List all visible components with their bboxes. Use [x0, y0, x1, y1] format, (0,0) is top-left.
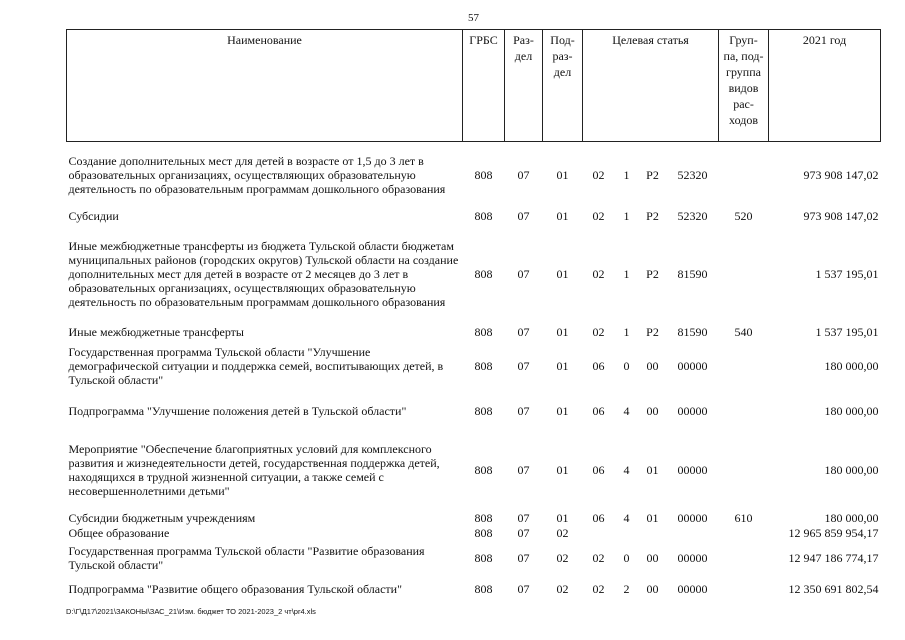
table-row [67, 224, 881, 324]
cell-t2: 4 [623, 510, 630, 525]
cell-podrazdel: 01 [556, 324, 569, 339]
cell-group [719, 540, 769, 576]
cell-name: Создание дополнительных мест для детей в возрасте от 1,5 до 3 лет в образовательных организациях, осуществляющих образовательную деятельность по образовательным программам дошкольного образования [68, 153, 446, 196]
cell-t4: 52320 [677, 208, 708, 223]
cell-name: Мероприятие "Обеспечение благоприятных условий для комплексного развития и жизнедеятельности детей, государственная поддержка детей, находящихся в трудной жизненной ситуации, а также семей с несовершеннолетними детьми" [68, 441, 440, 498]
cell-podrazdel: 02 [556, 550, 569, 565]
cell-podrazdel: 02 [556, 581, 569, 596]
cell-razdel: 07 [517, 550, 530, 565]
cell-t4 [667, 526, 719, 540]
cell-name: Подпрограмма "Развитие общего образования Тульской области" [68, 581, 402, 596]
table-row [67, 526, 881, 540]
cell-grbs: 808 [474, 167, 493, 182]
header-target: Целевая статья [583, 30, 719, 142]
cell-amount: 180 000,00 [824, 358, 879, 373]
table-row [67, 340, 881, 392]
cell-t3: 00 [646, 358, 659, 373]
header-group: Груп- па, под- группа видов рас- ходов [719, 30, 769, 142]
cell-podrazdel: 01 [556, 403, 569, 418]
cell-t2: 0 [623, 358, 630, 373]
cell-razdel: 07 [517, 208, 530, 223]
cell-amount: 180 000,00 [824, 403, 879, 418]
cell-group [719, 392, 769, 430]
table-row [67, 208, 881, 224]
table-body [67, 142, 881, 602]
cell-t3: P2 [646, 266, 659, 281]
cell-t2: 1 [623, 324, 630, 339]
cell-grbs: 808 [474, 550, 493, 565]
cell-razdel: 07 [517, 324, 530, 339]
table-row [67, 392, 881, 430]
cell-razdel: 07 [517, 581, 530, 596]
table-header-row [67, 30, 881, 142]
header-grbs: ГРБС [463, 30, 505, 142]
cell-group [719, 430, 769, 510]
cell-t1: 06 [592, 510, 605, 525]
cell-amount: 180 000,00 [824, 510, 879, 525]
cell-t1: 06 [592, 462, 605, 477]
cell-t4: 52320 [677, 167, 708, 182]
cell-group: 520 [734, 208, 753, 223]
cell-name: Общее образование [68, 525, 170, 540]
cell-group [719, 526, 769, 540]
cell-amount: 12 350 691 802,54 [788, 581, 879, 596]
cell-grbs: 808 [474, 525, 493, 540]
table-row [67, 510, 881, 526]
cell-group: 540 [734, 324, 753, 339]
cell-group [719, 576, 769, 602]
cell-t3: 01 [646, 510, 659, 525]
cell-name: Субсидии [68, 208, 119, 223]
cell-t1: 02 [592, 581, 605, 596]
cell-t2: 1 [623, 208, 630, 223]
cell-razdel: 07 [517, 462, 530, 477]
cell-razdel: 07 [517, 266, 530, 281]
cell-t4: 00000 [677, 550, 708, 565]
cell-name: Государственная программа Тульской области "Улучшение демографической ситуации и поддержка семей, воспитывающих детей, в Тульской области" [68, 344, 444, 387]
cell-name: Субсидии бюджетным учреждениям [68, 510, 256, 525]
header-name: Наименование [67, 30, 463, 142]
cell-podrazdel: 01 [556, 167, 569, 182]
cell-t1: 02 [592, 266, 605, 281]
cell-t4: 81590 [677, 324, 708, 339]
cell-grbs: 808 [474, 358, 493, 373]
cell-t3: 00 [646, 403, 659, 418]
cell-name: Иные межбюджетные трансферты из бюджета Тульской области бюджетам муниципальных районов (городских округов) Тульской области на создание дополнительных мест для детей в возрасте от 2 месяцев до 3 лет в образовательных организациях, осуществляющих образовательную деятельность по образовательным программам дошкольного образования [68, 238, 459, 309]
cell-group: 610 [734, 510, 753, 525]
table-row [67, 576, 881, 602]
cell-group [719, 340, 769, 392]
cell-t1: 02 [592, 550, 605, 565]
cell-razdel: 07 [517, 525, 530, 540]
cell-t3: 00 [646, 550, 659, 565]
cell-t1: 02 [592, 324, 605, 339]
cell-t4: 00000 [677, 462, 708, 477]
page-number: 57 [468, 12, 479, 24]
cell-t4: 00000 [677, 358, 708, 373]
cell-podrazdel: 01 [556, 266, 569, 281]
cell-t1: 06 [592, 358, 605, 373]
cell-t3: 00 [646, 581, 659, 596]
cell-podrazdel: 01 [556, 510, 569, 525]
cell-t2: 4 [623, 403, 630, 418]
cell-name: Государственная программа Тульской области "Развитие образования Тульской области" [68, 543, 425, 572]
cell-grbs: 808 [474, 403, 493, 418]
cell-t1: 02 [592, 208, 605, 223]
cell-grbs: 808 [474, 462, 493, 477]
cell-razdel: 07 [517, 510, 530, 525]
cell-amount: 1 537 195,01 [815, 324, 879, 339]
cell-t2: 2 [623, 581, 630, 596]
cell-amount: 973 908 147,02 [803, 208, 879, 223]
cell-t4: 00000 [677, 510, 708, 525]
cell-t1: 06 [592, 403, 605, 418]
cell-group [719, 142, 769, 208]
cell-amount: 12 965 859 954,17 [788, 525, 879, 540]
cell-amount: 180 000,00 [824, 462, 879, 477]
cell-t3: P2 [646, 167, 659, 182]
header-razdel: Раз- дел [505, 30, 543, 142]
cell-t4: 00000 [677, 403, 708, 418]
cell-name: Подпрограмма "Улучшение положения детей в Тульской области" [68, 403, 407, 418]
cell-grbs: 808 [474, 510, 493, 525]
cell-amount: 12 947 186 774,17 [788, 550, 879, 565]
cell-t3: P2 [646, 208, 659, 223]
header-year: 2021 год [769, 30, 881, 142]
cell-razdel: 07 [517, 358, 530, 373]
cell-razdel: 07 [517, 403, 530, 418]
cell-t4: 00000 [677, 581, 708, 596]
cell-podrazdel: 01 [556, 358, 569, 373]
cell-podrazdel: 01 [556, 208, 569, 223]
cell-amount: 1 537 195,01 [815, 266, 879, 281]
cell-t2: 4 [623, 462, 630, 477]
cell-grbs: 808 [474, 581, 493, 596]
budget-table [66, 29, 881, 602]
cell-name: Иные межбюджетные трансферты [68, 324, 244, 339]
cell-t2: 1 [623, 167, 630, 182]
table-row [67, 540, 881, 576]
cell-t2 [615, 526, 639, 540]
cell-t2: 1 [623, 266, 630, 281]
cell-t3: 01 [646, 462, 659, 477]
cell-t3 [639, 526, 667, 540]
cell-podrazdel: 01 [556, 462, 569, 477]
cell-group [719, 224, 769, 324]
cell-podrazdel: 02 [556, 525, 569, 540]
cell-grbs: 808 [474, 324, 493, 339]
cell-t2: 0 [623, 550, 630, 565]
cell-t1: 02 [592, 167, 605, 182]
cell-t4: 81590 [677, 266, 708, 281]
header-podrazdel: Под- раз- дел [543, 30, 583, 142]
cell-grbs: 808 [474, 208, 493, 223]
cell-amount: 973 908 147,02 [803, 167, 879, 182]
cell-razdel: 07 [517, 167, 530, 182]
file-path-footer: D:\Г\Д17\2021\ЗАКОНЫ\ЗАС_21\Изм. бюджет ТО 2021-2023_2 чт\pr4.xls [66, 607, 316, 616]
cell-t1 [583, 526, 615, 540]
cell-grbs: 808 [474, 266, 493, 281]
table-row [67, 430, 881, 510]
table-row [67, 324, 881, 340]
cell-t3: P2 [646, 324, 659, 339]
table-row [67, 142, 881, 208]
